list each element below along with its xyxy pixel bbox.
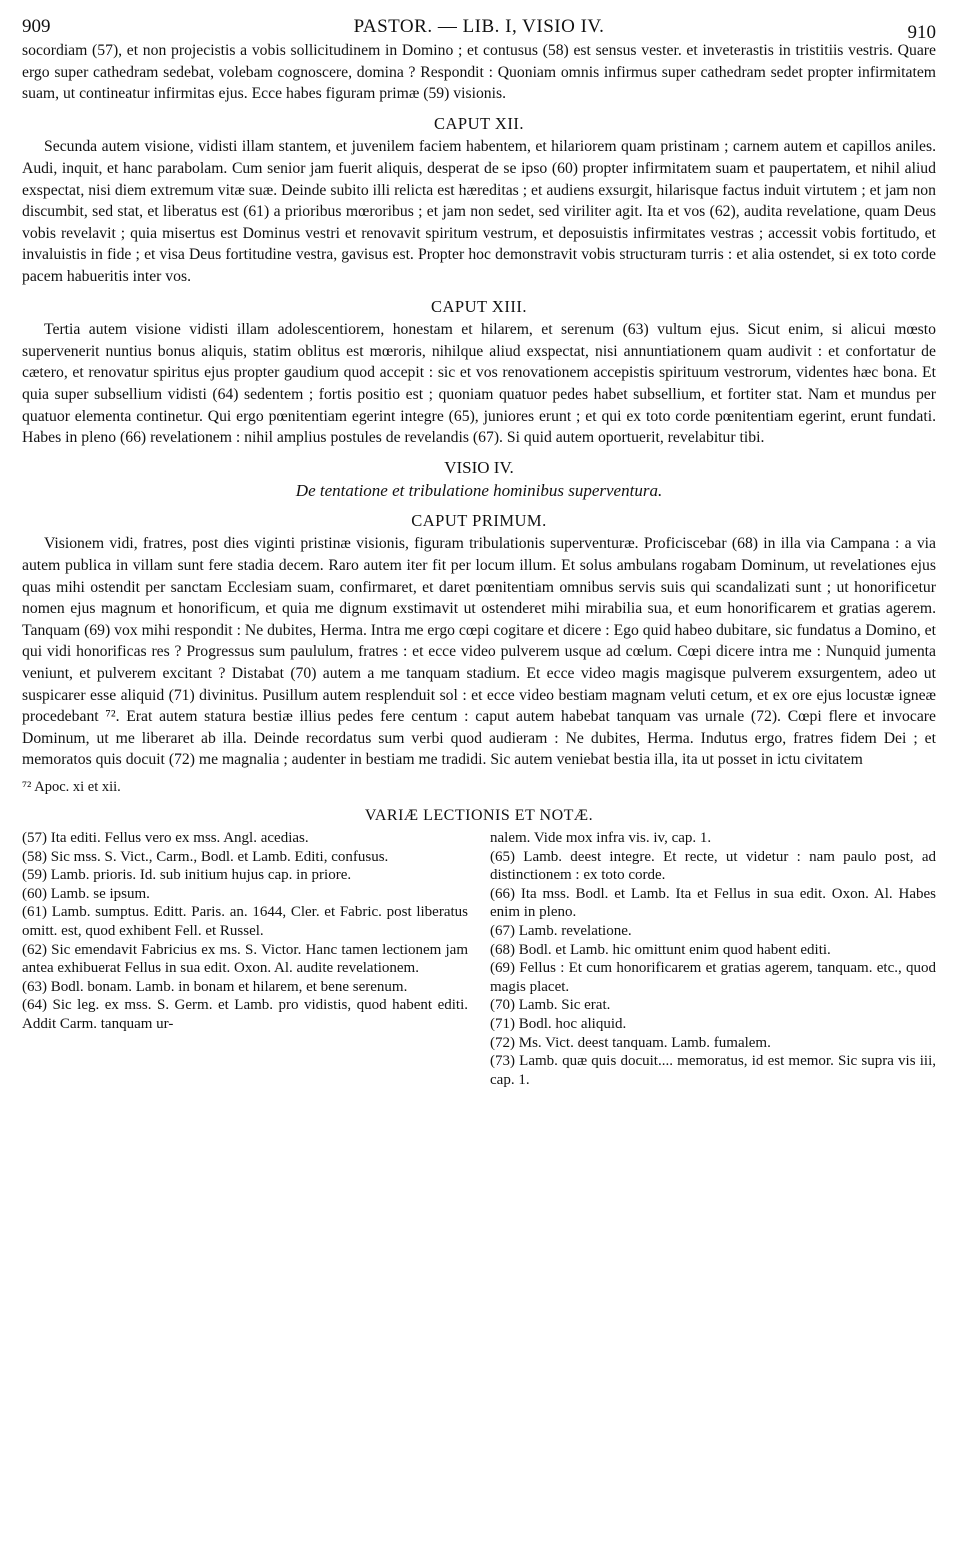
running-title: PASTOR. — LIB. I, VISIO IV. — [353, 16, 605, 37]
main-text — [22, 40, 936, 797]
note-item: (71) Bodl. hoc aliquid. — [490, 1015, 627, 1032]
note-item: (65) Lamb. deest integre. Et recte, ut videtur : nam paulo post, ad distinctionem : ex toto corde. — [490, 848, 936, 884]
note-item: nalem. Vide mox infra vis. iv, cap. 1. — [490, 830, 712, 846]
footnote: ⁷² Apoc. xi et xii. — [22, 779, 121, 795]
note-item: (58) Sic mss. S. Vict., Carm., Bodl. et Lamb. Editi, confusus. — [22, 848, 389, 865]
note-item: (63) Bodl. bonam. Lamb. in bonam et hilarem, et bene serenum. — [22, 978, 408, 995]
paragraph: socordiam (57), et non projecistis a vobis sollicitudinem in Domino ; et contusus (58) est sensus vester. et inveterastis in tristitiis vestris. Quare ergo super cathedram sedebat, volebam cognoscere, domina ? Respondit : Quoniam omnis infirmus super cathedram sedet propter infirmitatem suam, ut contineatur infirmitas ejus. Ecce habes figuram primæ (59) visionis. — [22, 42, 936, 103]
note-item: (62) Sic emendavit Fabricius ex ms. S. Victor. Hanc tamen lectionem jam antea exhibuerat Fellus in sua edit. Oxon. Al. audite revelationem. — [22, 941, 468, 977]
chapter-heading: CAPUT XII. — [434, 113, 524, 133]
note-item: (59) Lamb. prioris. Id. sub initium hujus cap. in priore. — [22, 867, 352, 884]
note-item: (70) Lamb. Sic erat. — [490, 997, 611, 1014]
note-item: (69) Fellus : Et cum honorificarem et gratias agerem, tanquam. etc., quod magis placet. — [490, 960, 936, 995]
note-item: (61) Lamb. sumptus. Editt. Paris. an. 1644, Cler. et Fabric. post liberatus omitt. est, quod exhibent Fell. et Russel. — [22, 904, 468, 939]
note-item: (66) Ita mss. Bodl. et Lamb. Ita et Fellus in sua edit. Oxon. Al. Habes enim in pleno. — [490, 885, 936, 921]
paragraph: Tertia autem visione vidisti illam adolescentiorem, honestam et hilarem, et serenum (63) vultum ejus. Sicut enim, si alicui mœsto supervenerit nuntius bonus aliquis, statim oblitus est mœroris, nihilque aliud exspectat, nisi annuntiationem quam audivit : et confortatur de cætero, et renovatur spiritus ejus propter gaudium quod accepit : sic et vos renovationem accepistis spirituum vestrorum, videntes hæc bona. Et quia super subsellium vidisti (64) sedentem ; fortis positio est ; quoniam quatuor pedes habet subsellium, et fortiter stat. Nam et mundus per quatuor elementa continetur. Qui ergo pœnitentiam egerint integre (65), juniores erunt ; et qui ex toto corde pœnitentiam egerint, erunt fundati. Habes in pleno (66) revelationem : nihil amplius postules de revelandis (67). Si quid autem oportuerit, revelabitur tibi. — [22, 321, 936, 447]
page — [22, 14, 936, 1089]
page-number-right: 910 — [907, 22, 936, 43]
note-item: (64) Sic leg. ex mss. S. Germ. et Lamb. pro vidistis, quod habent editi. Addit Carm. tanquam ur- — [22, 997, 468, 1032]
section-subtitle: De tentatione et tribulatione hominibus superventura. — [295, 481, 663, 501]
section-heading: VISIO IV. — [444, 457, 514, 477]
note-item: (73) Lamb. quæ quis docuit.... memoratus, id est memor. Sic supra vis iii, cap. 1. — [490, 1053, 936, 1088]
note-item: (72) Ms. Vict. deest tanquam. Lamb. fumalem. — [490, 1034, 771, 1051]
page-number-left: 909 — [22, 16, 51, 37]
notes-heading: VARIÆ LECTIONIS ET NOTÆ. — [364, 807, 594, 824]
note-item: (60) Lamb. se ipsum. — [22, 885, 150, 902]
note-item: (68) Bodl. et Lamb. hic omittunt enim quod habent editi. — [490, 941, 831, 958]
paragraph: Visionem vidi, fratres, post dies viginti pristinæ visionis, figuram tribulationis superventuræ. Proficiscebar (68) in illa via Campana : a via autem publica in villam sunt fere stadia decem. Raro autem iter fit per locum illum. Et solus ambulans rogabam Dominum, ut revelationes ejus quas mihi ostendit per sanctam Ecclesiam suam, confirmaret, et daret pœnitentiam omnibus servis suis qui scandalizati sunt ; ut honorificetur nomen ejus magnum et honorificum, et quia me dignum exstimavit ut ostenderet mihi mirabilia sua, et eum honorificarem et gratias agerem. Tanquam (69) vox mihi respondit : Ne dubites, Herma. Intra me ergo cœpi cogitare et dicere : Ego quid habeo dubitare, sic fundatus a Domino, et qui vidi honorificas res ? Progressus sum paululum, fratres : et ecce video pulverem usque ad cœlum. Cœpi dicere intra me : Nunquid jumenta veniunt, et pulverem excitant ? Distabat (70) autem a me tanquam stadium. Et ecce video magis magisque pulverem exsurgentem, adeo ut suspicarer esse aliquid (71) divinitus. Pusillum autem resplenduit sol : et ecce video bestiam magnam veluti cetum, et ex ore ejus locustæ igneæ procedebant ⁷². Erat autem statura bestiæ illius pedes fere centum : caput autem habebat tanquam vas urnale (72). Cœpi flere et invocare Dominum, ut me liberaret ab illa. Deinde recordatus sum verbi quod audieram : Ne dubites, Herma. Indutus ergo, fratres fidem Dei ; et memoratos quis docuit (72) me magnalia ; audenter in bestiam me tradidi. Sic autem veniebat bestia illa, ita ut posset in ictu civitatem — [22, 535, 936, 769]
notes-column-right — [490, 829, 936, 1089]
note-item: (57) Ita editi. Fellus vero ex mss. Angl. acedias. — [22, 830, 309, 846]
note-item: (67) Lamb. revelatione. — [490, 922, 632, 939]
notes-column-left — [22, 829, 468, 1089]
notes-section — [22, 829, 936, 1089]
paragraph: Secunda autem visione, vidisti illam stantem, et juvenilem faciem habentem, et hilariorem quam pristinam ; carnem autem et capillos aniles. Audi, inquit, et hanc parabolam. Cum senior jam fuerit aliquis, desperat de se ipso (60) propter infirmitatem suam et paupertatem, et nihil aliud exspectat, nisi diem extremum vitæ suæ. Deinde subito illi relicta est hæreditas ; et audiens exsurgit, hilarisque factus induit virtutem ; et jam non discumbit, sed stat, et liberatus est (61) a prioribus mœroribus ; et jam non sedet, sed viriliter agit. Ita et vos (62), audita revelatione, quam Deus vobis revelavit ; quia misertus est Dominus vestri et renovavit spiritum vestrum, et deposuistis infirmitates vestras ; accessit vobis fortitudo, et invaluistis in fide ; et visa Deus fortitudine vestra, gavisus est. Propter hoc demonstravit vobis structuram turris : et alia ostendet, si ex toto corde pacem habueritis inter vos. — [22, 138, 936, 285]
chapter-heading: CAPUT PRIMUM. — [411, 510, 547, 530]
running-header — [22, 14, 936, 43]
chapter-heading: CAPUT XIII. — [431, 296, 527, 316]
